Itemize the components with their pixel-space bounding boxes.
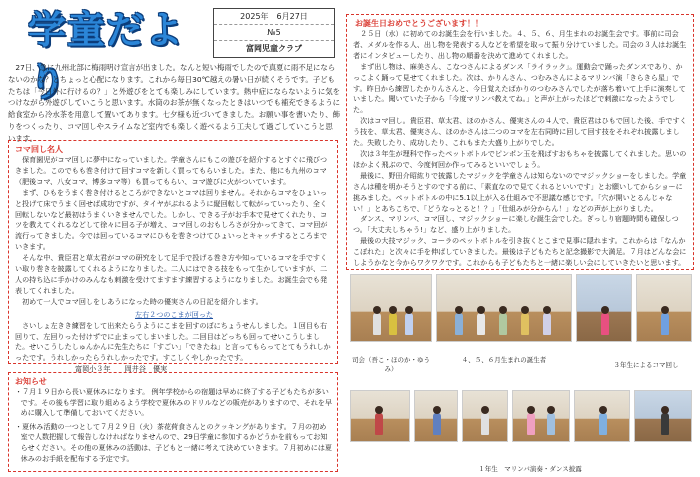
photo-birthday-kids [436, 274, 572, 342]
photo-marimba-1 [350, 390, 410, 442]
photo-dance-1 [462, 390, 508, 442]
koma-body [15, 155, 333, 375]
photo-dance-2 [512, 390, 570, 442]
birthday-paragraph: ２５日（水）に初めてのお誕生会を行いました。４、５、６、月生まれのお誕生会です。事前に司会者、メダルを作る人、出し物を発表する人などを希望を取って振り分けていました。司会の３人はお誕生者にインタビューしたり、出し物の順番を決めて進めてくれました。 [353, 29, 687, 60]
photo-koma-2 [636, 274, 692, 342]
birthday-section [346, 14, 694, 270]
koma-paragraph: 初めて一人でコマ回しをしあうになった時の優実さんの日記を紹介します。 [22, 296, 263, 306]
issue-info-box [213, 8, 335, 58]
newsletter-title: 学童だより [28, 8, 185, 104]
poem-body: さいしょ左きき練習をして出来たらうようにこまを回すのぼにちょうせんしました。１回目も右回りて、左回りった付けずでに止まってしまいました。二回目はどっちも回ってせいこうしました。せいこうしたしゅんかんに先生たちに「すごい」「できたね」と言ってもらってとてもうれしかったです。うれしかったらうれしかったです。すこしくやしかったです。 [15, 320, 331, 363]
koma-title: コマ回し名人 [15, 145, 63, 154]
club-name: 富岡児童クラブ [246, 44, 302, 53]
notice-item: ・夏休み活動の一つとして７月２９日（火）茶花荷食さんとのクッキングがあります。７月の初め室で人数把握して報告しなければなりませんので、29日学童に参加するかどうかを前もってお知らせください。その他の夏休みの活動は、子どもと一緒に考えて決めていきます。７月初めには夏休みのお手紙を配布する予定です。 [15, 421, 333, 463]
caption-hosts: 司会（吾こ・ほのか・ゆうみ） [352, 356, 430, 373]
caption-koma: ３年生によるコマ回し [613, 361, 679, 369]
birthday-paragraph: 最後に、野田介昭紘りで披露したマジックを学童さんは知らないのでマジックショーをしました。学童さんは種を明かそうとすのでする前に、「素直なので見てくれるといいです」とお願いしてからショーに挑みました。ペットボトルの中に5.1以上が入る仕組みで不思議な感じです。「穴が開いとるんじゃない！」とあちこちで、「どうなっとると！？」「仕組みが分からん！」などの声が上がりました。 [353, 170, 687, 213]
photo-hosts [350, 274, 432, 342]
notice-item: ・７月１９日から長い夏休みになります。 例年学校からの宿題は早めに終了する子どもたちが多いです。その後も学習に取り組めるよう学校で夏休みのドリルなどの販売がありますので、それを早めに購入して準備しておいてください。 [15, 387, 333, 418]
notice-title: お知らせ [15, 377, 47, 386]
photo-dance-4 [634, 390, 692, 442]
photo-koma-1 [576, 274, 632, 342]
intro-paragraph: 27日、急に九州北部に梅雨明け宣言が出ました。なんと短い梅雨でしたので真夏に雨不足にならないのかな？とちょっと心配になります。これから毎日30℃越えの暑い日が続くそうです。子どもたちは「今日外に行けるの？」と外遊びをとても楽しみにしています。熱中症にならないように気をつけながら外遊びしていこうと思います。水筒のお茶が無くなったときはいつでも補充できるように給食室から冷水茶を用意して置いてあります。七夕様も近づいてきました。お願い事を書いたり、飾りをつくったり、コマ回しやスライムなど室内でも楽しく遊べるよう工夫して過ごしていこうと思います。 [8, 63, 340, 143]
caption-bottom: １年生 マリンバ演奏・ダンス披露 [478, 465, 582, 473]
notice-section [8, 372, 338, 472]
koma-paragraph: まず、ひもをうまく巻き付けるところができないとコマは回りません。それからコマをひょいっと投げて床でうまく回せば成功ですが、タイヤがぶれるように縦回転して転がっていったり、全く回転しないなど最初はうまくいきませんでした。しかし、できる子がお手本で見せてくれたり、コツを教えてくれるなどして徐々に回る子が増え、コマ回しのおもしろさが分かってきて、コマ回が流行ってきました。今では回っているコマにひもを巻きつけてひょいっとキャッチするところまでいきます。 [15, 187, 328, 252]
notice-body [15, 387, 333, 467]
birthday-paragraph: ダンス、マリンバ、コマ回し、マジックショーに楽しむ誕生会でした。ぎっしり宿題時間も確保しつつ。「大丈夫しちゃう!」など、盛り上がりました。 [353, 214, 679, 235]
koma-paragraph: 保育園児がコマ回しに夢中になっていました。学童さんにもこの遊びを紹介するとすぐに飛びつきました。このでもも巻き付けて回すコマを新しく買ってもらいました。また、他にも九州のコマ（肥後コマ、八女コマ、博多コマ等）も買ってもらい、コマ遊びに火がついています。 [15, 155, 328, 186]
caption-birthday-kids: ４、５、６月生まれの誕生者 [461, 356, 547, 364]
birthday-paragraph: 次はコマ回し。貴臣君、草太君、ほのかさん、優実さんの４人で、貴臣君はひもで回した後、手ですくう技を、草太君、優実さん、ほのかさんは二つのコマを左右同時に回して回す技をそれぞれ披露しました。失敗したり、成功したり、これもまた大盛り上がりでした。 [353, 116, 687, 148]
koma-section [8, 140, 338, 374]
birthday-body [353, 29, 689, 269]
birthday-paragraph: まず出し物は、麻美さん、こなつさんによるダンス「ライラック」。運動会で踊ったダンスであり、かっこよく踊って見せてくれました。次は、かりんさん、つむみさんによるマリンバ演「きらきら星」です。昨日から練習したかりんさんと、今日覚えたばかりのつむみさんでしたが落ち着いて上手に演奏していました。聞いていた子から「今度マリンバ教えてね。」と声が上がったほどで刺激になったようでした。 [353, 61, 686, 115]
poem-author: 富岡小３年 岡井谷 優実 [75, 364, 168, 374]
koma-paragraph: そんな中、貴臣君と草太君がコマの研究をして足手で投げる巻き方や知っているコマを手ですくい取り巻きを披露してくれるようになりました。二人にはできる技をもって生かしていますが、二人の持ち込に手かけのみんなも刺激を受けてますます練習するようになりました。お誕生会でも発表してくれました。 [15, 253, 328, 295]
birthday-title: お誕生日おめでとうございます！！ [355, 19, 483, 28]
issue-date: 2025年 6月27日 [214, 9, 334, 25]
birthday-paragraph: 次は３年生が理科で作ったペットボトルでピンポン玉を飛ばすおもちゃを披露してくれました。思いのほかよく飛ぶので、今度何回か作ってみるといいでしょう。 [353, 148, 687, 169]
poem-title: 左右２つのこまが回った [134, 309, 214, 319]
issue-number: №5 [214, 25, 334, 41]
birthday-paragraph: 最後の大技マジック、コーラのペットボトルを引き抜くとこまで見事に隠れます。これからは「なんかこぼれた」と次々に手を伸ばしていきました。最後は子どもたちと記念撮影で大満足。７月はどんな会にしようかなと今からワクワクです。これからも子どもたちと一緒に楽しい会にしていきたいと思います。 [353, 236, 687, 268]
photo-dance-3 [574, 390, 630, 442]
photo-marimba-2 [414, 390, 458, 442]
